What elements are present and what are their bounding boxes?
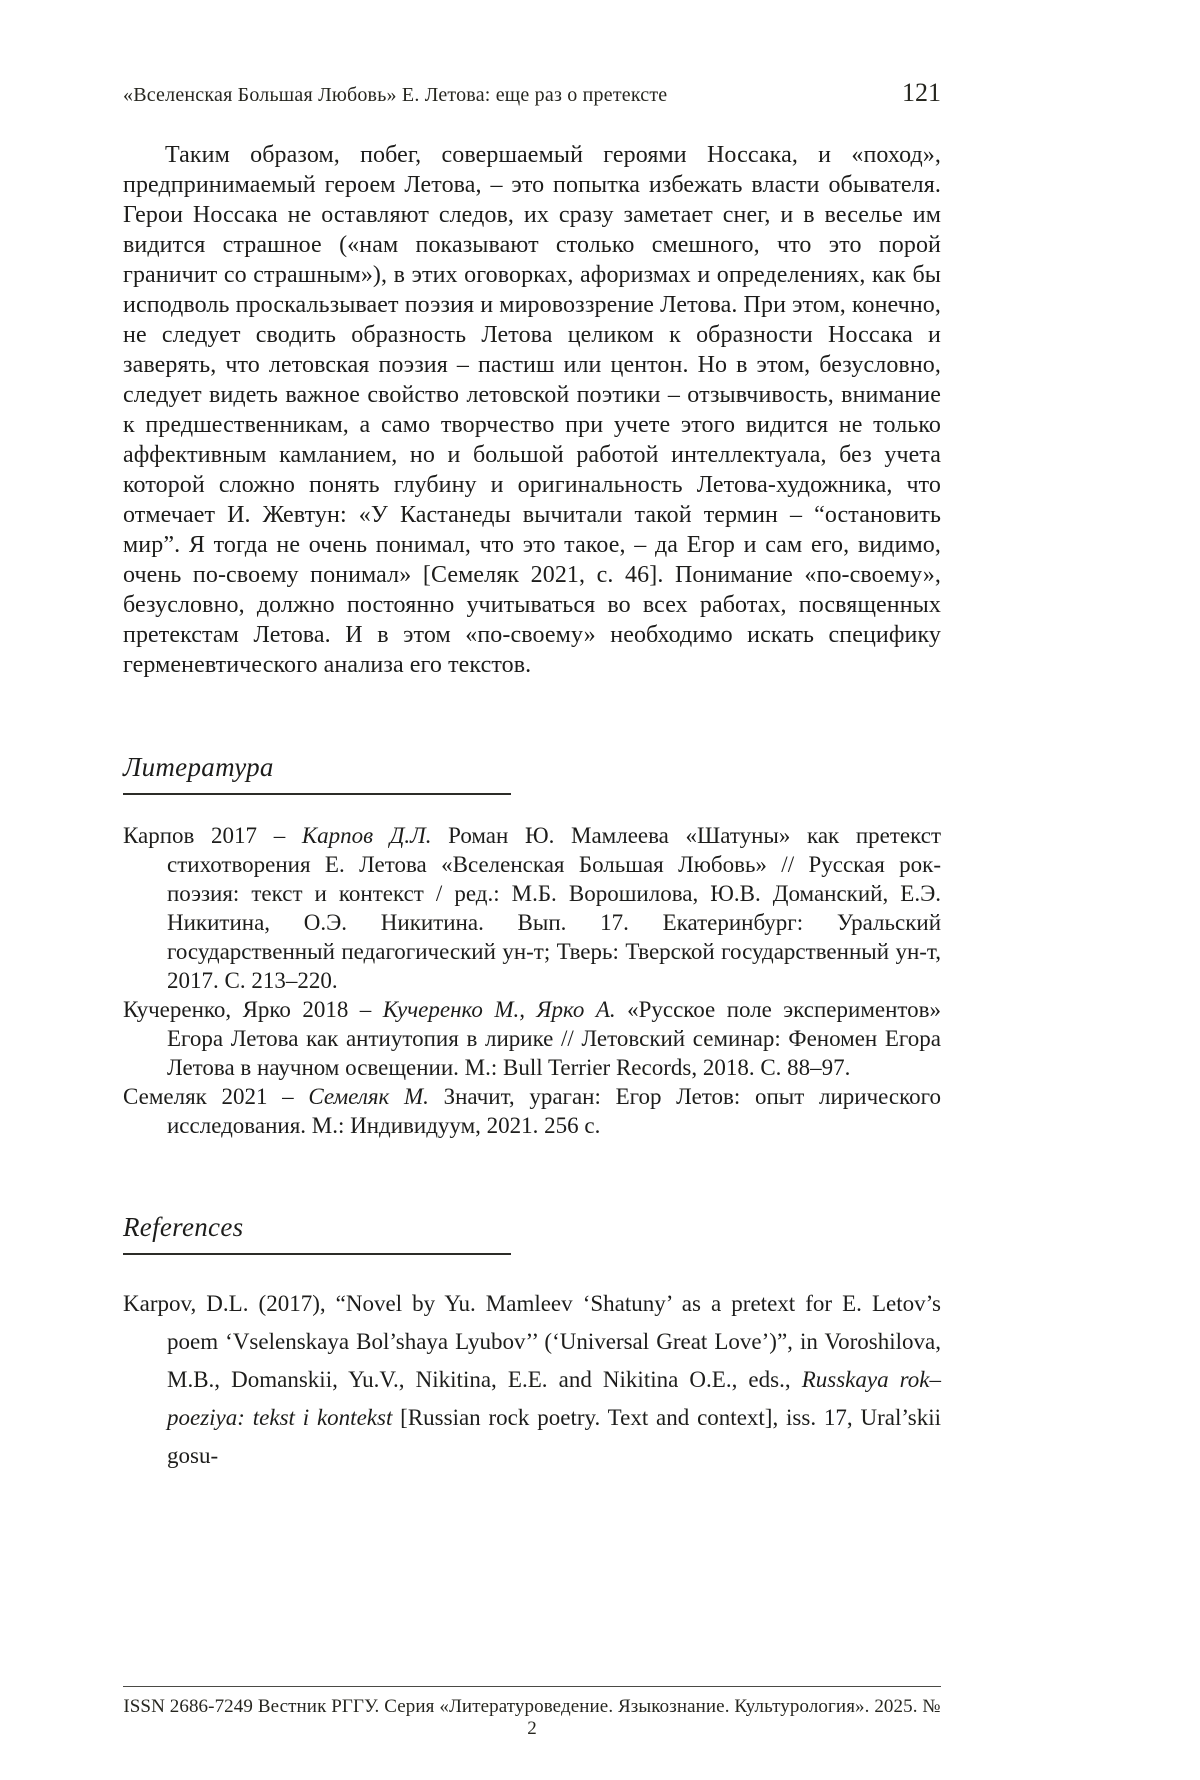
reference-text: Карпов 2017 –: [123, 823, 302, 848]
page-footer: [123, 1686, 941, 1740]
references-heading-rule: [123, 1253, 511, 1255]
references-list: [123, 1285, 941, 1475]
page-content: [123, 0, 941, 1475]
reference-text: Роман Ю. Мамлеева «Шатуны» как претекст стихотворения Е. Летова «Вселенская Большая Любовь» // Русская рок-поэзия: текст и контекст / ред.: М.Б. Ворошилова, Ю.В. Доманский, Е.Э. Никитина, О.Э. Никитина. Вып. 17. Екатеринбург: Уральский государственный педагогический ун-т; Тверь: Тверской государственный ун-т, 2017. С. 213–220.: [167, 823, 941, 993]
reference-entry: [123, 1285, 941, 1475]
reference-text: Karpov, D.L. (2017), “Novel by Yu. Mamleev ‘Shatuny’ as a pretext for E. Letov’s poem ‘Vselenskaya Bol’shaya Lyubov’’ (‘Universal Great Love’)”, in Voroshilova, M.B., Domanskii, Yu.V., Nikitina, E.E. and Nikitina O.E., eds.,: [123, 1291, 941, 1392]
reference-text: Кучеренко, Ярко 2018 –: [123, 997, 383, 1022]
reference-text: Семеляк 2021 –: [123, 1084, 309, 1109]
body-paragraph: Таким образом, побег, совершаемый героями Носсака, и «поход», предпринимаемый героем Летова, – это попытка избежать власти обывателя. Герои Носсака не оставляют следов, их сразу заметает снег, и в веселье им видится страшное («нам показывают столько смешного, что это порой граничит со страшным»), в этих оговорках, афоризмах и определениях, как бы исподволь проскальзывает поэзия и мировоззрение Летова. При этом, конечно, не следует сводить образность Летова целиком к образности Носсака и заверять, что летовская поэзия – пастиш или центон. Но в этом, безусловно, следует видеть важное свойство летовской поэтики – отзывчивость, внимание к предшественникам, а само творчество при учете этого видится не только аффективным камланием, но и большой работой интеллектуала, без учета которой сложно понять глубину и оригинальность Летова-художника, что отмечает И. Жевтун: «У Кастанеды вычитали такой термин – “остановить мир”. Я тогда не очень понимал, что это такое, – да Егор и сам его, видимо, очень по-своему понимал» [Семеляк 2021, с. 46]. Понимание «по-своему», безусловно, должно постоянно учитываться во всех работах, посвященных претекстам Летова. И в этом «по-своему» необходимо искать специфику герменевтического анализа его текстов.: [123, 142, 941, 678]
references-section: [123, 1212, 941, 1475]
reference-author-italic: Карпов Д.Л.: [301, 823, 432, 848]
reference-text: [Russian rock poetry. Text and context], iss. 17, Ural’skii gosu-: [167, 1405, 942, 1468]
literature-list: [123, 821, 941, 1140]
references-heading: References: [123, 1212, 244, 1242]
reference-author-italic: Семеляк М.: [308, 1084, 429, 1109]
running-title: «Вселенская Большая Любовь» Е. Летова: еще раз о претексте: [123, 84, 668, 106]
reference-entry: [123, 1082, 941, 1140]
reference-entry: [123, 995, 941, 1082]
page-header: [123, 78, 941, 108]
reference-entry: [123, 821, 941, 995]
reference-text: «Русское поле экспериментов» Егора Летова как антиутопия в лирике // Летовский семинар: Феномен Егора Летова в научном освещении. М.: Bull Terrier Records, 2018. С. 88–97.: [167, 997, 941, 1080]
reference-author-italic: Russkaya rok–poeziya: tekst i kontekst: [167, 1367, 941, 1430]
reference-author-italic: Кучеренко М., Ярко А.: [382, 997, 616, 1022]
reference-text: Значит, ураган: Егор Летов: опыт лирического исследования. М.: Индивидуум, 2021. 256 с.: [167, 1084, 942, 1138]
page-number: 121: [902, 78, 941, 107]
literature-section: [123, 752, 941, 1140]
literature-heading-rule: [123, 793, 511, 795]
literature-heading: Литература: [123, 752, 274, 782]
footer-text: ISSN 2686-7249 Вестник РГГУ. Серия «Литературоведение. Языкознание. Культурология». 2025. № 2: [123, 1696, 941, 1739]
